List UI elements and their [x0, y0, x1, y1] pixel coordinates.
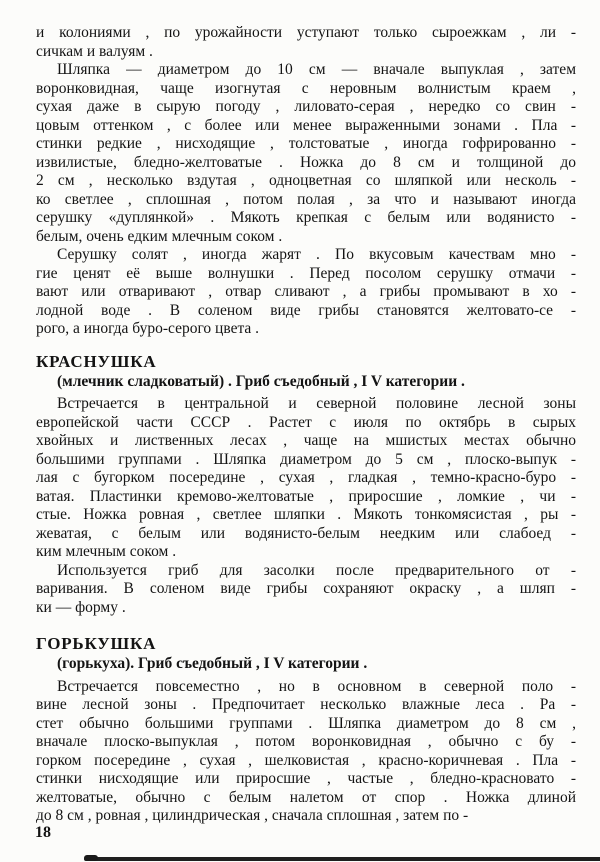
paragraph-serushka-cap-description: Шляпка — диаметром до 10 см — вначале выпуклая , затем воронковидная, чаще изогнутая с неровным волнистым краем , сухая даже в сырую погоду , лиловато-серая , нередко со свин - цовым оттенком , с более или менее выраженными зонами . Пла - стинки редкие , нисходящие , толстоватые , иногда гофрированно - извилистые, бледно-желтоватые . Ножка до 8 см и толщиной до 2 см , несколько вздутая , одноцветная со шляпкой или несколь - ко светлее , сплошная , потом полая , за что и называют иногда серушку «дуплянкой» . Мякоть крепкая с белым или водянисто - белым, очень едким млечным соком .	[36, 61, 576, 245]
paragraph-intro-continuation: и колониями , по урожайности уступают только сыроежкам , ли - сичкам и валуям .	[36, 24, 576, 60]
page-number: 18	[35, 824, 51, 841]
section-heading-gorkushka: ГОРЬКУШКА	[36, 634, 157, 653]
scan-edge-artifact	[84, 857, 600, 861]
page-text-column	[36, 24, 576, 826]
paragraph-serushka-usage: Серушку солят , иногда жарят . По вкусовым качествам мно - гие ценят её выше волнушки . Перед посолом серушку отмачи - вают или отваривают , отвар сливают , а грибы промывают в хо - лодной воде . В соленом виде грибы становятся желтовато-се - рого, а иногда буро-серого цвета .	[36, 246, 576, 337]
section-heading-krasnushka: КРАСНУШКА	[36, 351, 157, 371]
section-subtitle-krasnushka: (млечник сладковатый) . Гриб съедобный , I V категории .	[57, 372, 465, 390]
section-subtitle-gorkushka: (горькуха). Гриб съедобный , I V категории .	[57, 655, 368, 672]
paragraph-krasnushka-usage: Используется гриб для засолки после предварительного от - варивания. В соленом виде грибы сохраняют окраску , а шляп - ки — форму .	[36, 561, 576, 616]
paragraph-krasnushka-description: Встречается в центральной и северной половине лесной зоны европейской части СССР . Растет с июля по октябрь в сырых хвойных и лиственных лесах , чаще на мшистых местах обычно большими группами . Шляпка диаметром до 5 см , плоско-выпук - лая с бугорком посередине , сухая , гладкая , темно-красно-буро - ватая. Пластинки кремово-желтоватые , приросшие , ломкие , чи - стые. Ножка ровная , светлее шляпки . Мякоть тонкомясистая , ры - жеватая, с белым или водянисто-белым неедким или слабоед - ким млечным соком .	[36, 395, 576, 560]
paragraph-gorkushka-description: Встречается повсеместно , но в основном в северной поло - вине лесной зоны . Предпочитает несколько влажные леса . Ра - стет обычно большими группами . Шляпка диаметром до 8 см , вначале плоско-выпуклая , потом воронковидная , обычно с бу - горком посередине , сухая , шелковистая , красно-коричневая . Пла - стинки нисходящие или приросшие , частые , бледно-красновато - желтоватые, обычно с белым налетом от спор . Ножка длиной до 8 см , ровная , цилиндрическая , сначала сплошная , затем по -	[36, 677, 576, 824]
scan-edge-blob-artifact	[84, 855, 98, 861]
